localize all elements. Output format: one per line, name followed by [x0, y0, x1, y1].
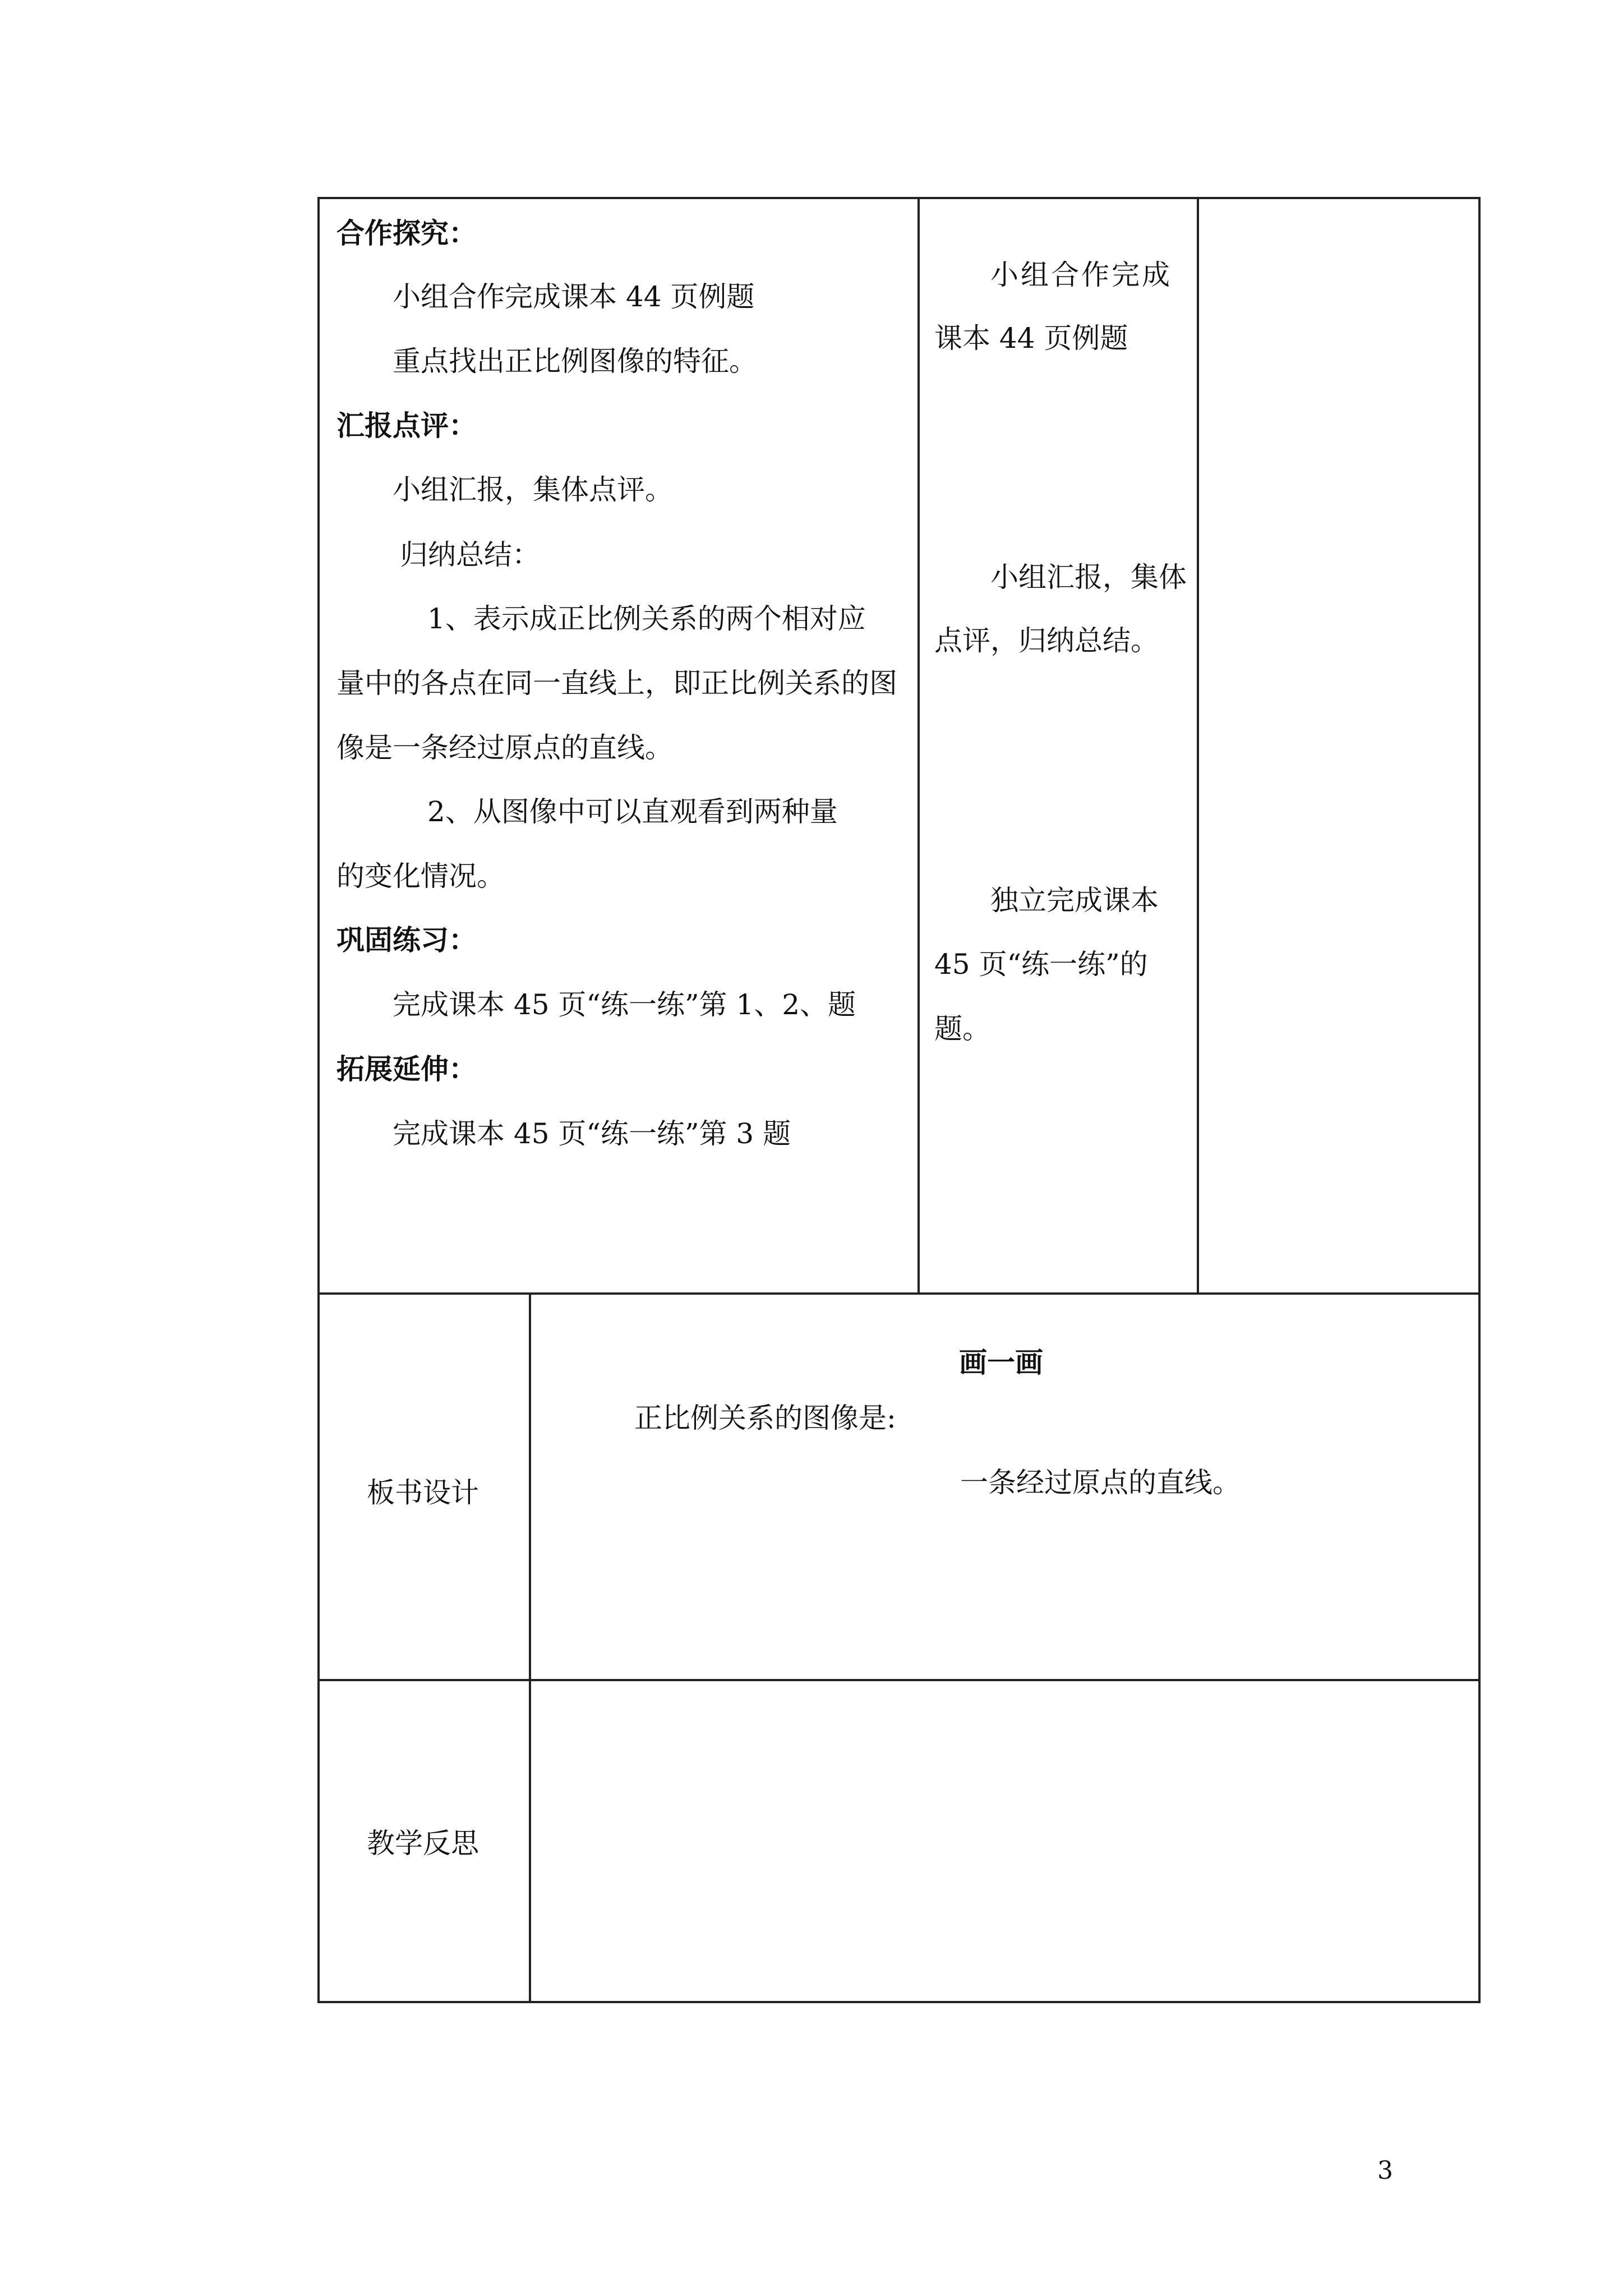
student-step-2-line-1: 小组汇报，集体 — [990, 561, 1187, 593]
coop-line-2: 重点找出正比例图像的特征。 — [393, 345, 757, 378]
coop-line-1: 小组合作完成课本 44 页例题 — [393, 280, 755, 313]
point-2-line-2: 的变化情况。 — [336, 860, 505, 892]
point-1-line-2: 量中的各点在同一直线上，即正比例关系的图 — [336, 667, 897, 700]
student-step-3-line-3: 题。 — [934, 1013, 990, 1045]
reflection-label: 教学反思 — [367, 1827, 479, 1860]
board-design-line-1: 正比例关系的图像是: — [634, 1402, 896, 1434]
coop-heading: 合作探究： — [336, 217, 477, 250]
report-line: 小组汇报，集体点评。 — [393, 473, 673, 506]
table-border-top — [317, 197, 1481, 199]
practice-heading: 巩固练习： — [336, 923, 477, 956]
table-border-right — [1478, 197, 1481, 2003]
board-design-title: 画一画 — [959, 1346, 1043, 1379]
board-design-line-2: 一条经过原点的直线。 — [960, 1466, 1241, 1499]
page-number: 3 — [1377, 2156, 1393, 2185]
table-border-left — [317, 197, 320, 2003]
board-design-label: 板书设计 — [367, 1476, 479, 1509]
column-divider-student — [917, 197, 920, 1295]
student-step-3-line-1: 独立完成课本 — [990, 884, 1159, 917]
extend-heading: 拓展延伸： — [336, 1052, 477, 1085]
point-1-line-1: 1、表示成正比例关系的两个相对应 — [427, 602, 866, 635]
table-border-bottom — [317, 2001, 1481, 2003]
point-2-line-1: 2、从图像中可以直观看到两种量 — [427, 795, 838, 828]
practice-line: 完成课本 45 页“练一练”第 1、2、题 — [393, 988, 856, 1021]
table-border-row2 — [317, 1679, 1481, 1681]
student-step-2-line-2: 点评，归纳总结。 — [934, 624, 1159, 657]
point-1-line-3: 像是一条经过原点的直线。 — [336, 731, 673, 764]
summary-label: 归纳总结： — [400, 539, 540, 571]
column-divider-notes — [1197, 197, 1199, 1295]
student-step-1-line-2: 课本 44 页例题 — [934, 322, 1128, 355]
column-divider-label — [529, 1292, 531, 2003]
report-heading: 汇报点评： — [336, 409, 477, 442]
table-border-row1 — [317, 1292, 1481, 1295]
extend-line: 完成课本 45 页“练一练”第 3 题 — [393, 1117, 791, 1150]
student-step-3-line-2: 45 页“练一练”的 — [934, 948, 1148, 981]
student-step-1-line-1: 小组合作完成 — [990, 259, 1172, 291]
